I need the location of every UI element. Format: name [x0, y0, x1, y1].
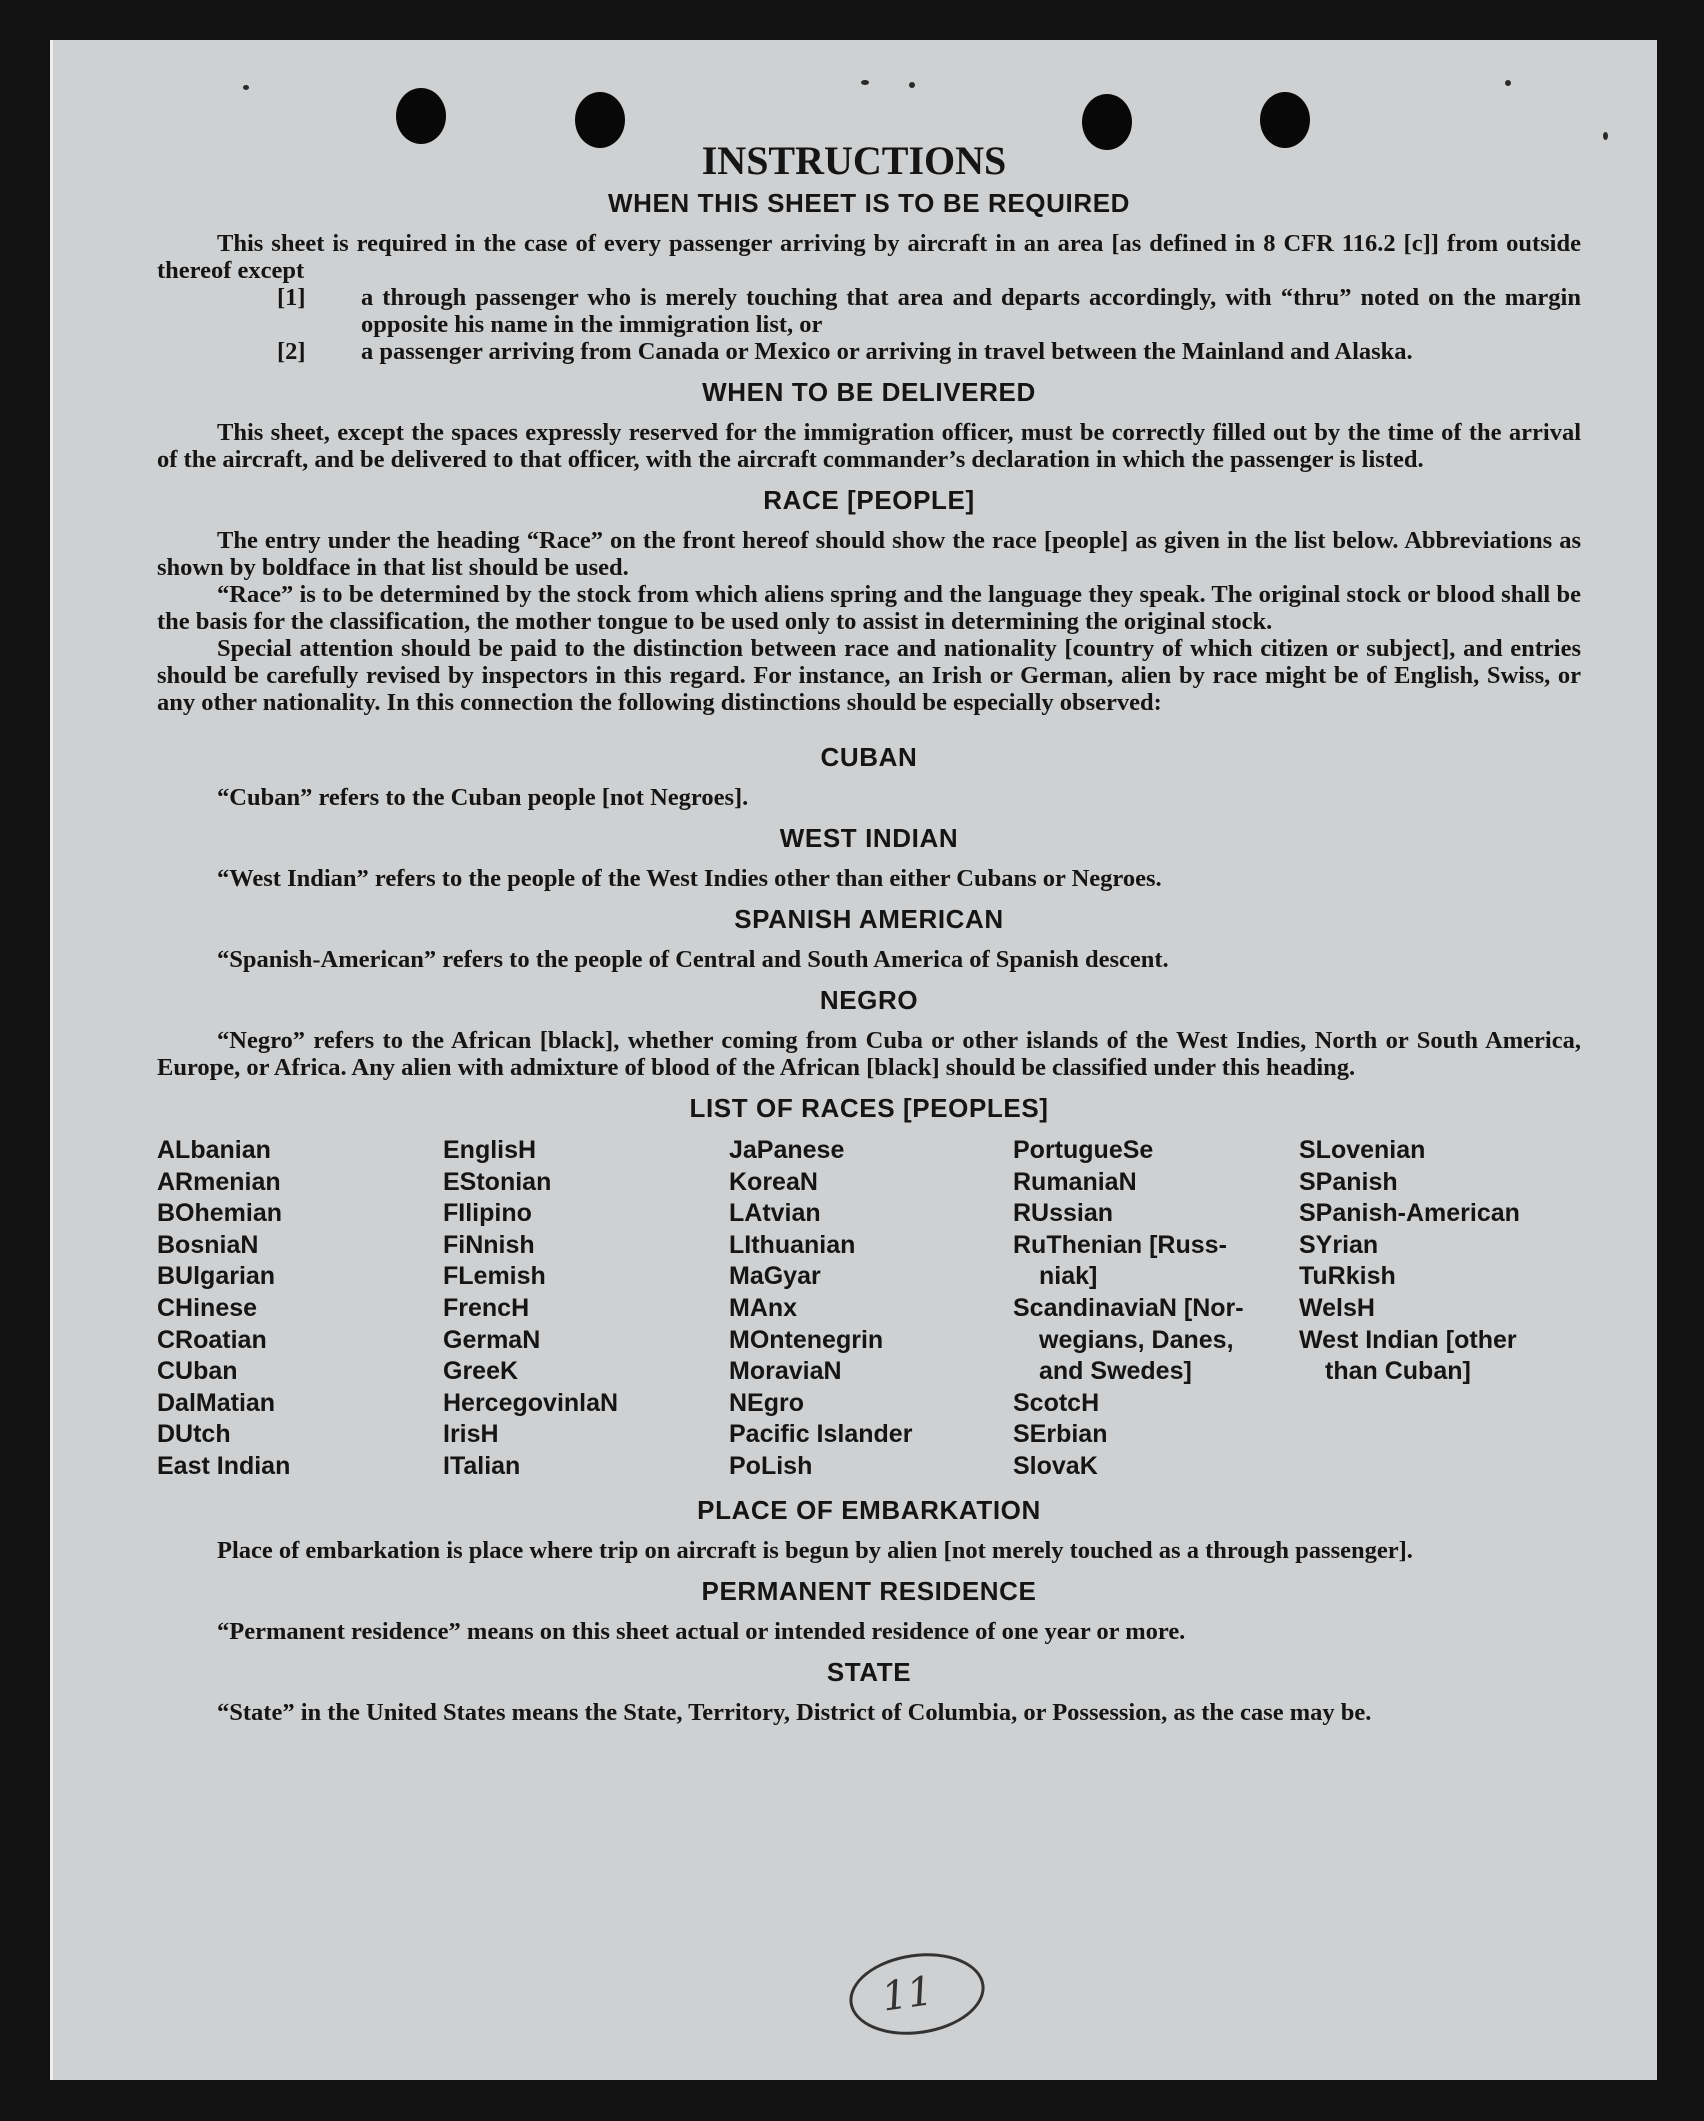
races-list: [157, 1135, 1581, 1483]
race-entry-continued: niak]: [1039, 1262, 1098, 1291]
race-entry: MOntenegrin: [729, 1325, 884, 1354]
speck: [1603, 132, 1608, 140]
exception-item-1: [157, 284, 1581, 338]
race-entry-continued: wegians, Danes,: [1039, 1325, 1234, 1354]
races-column: [157, 1135, 443, 1483]
residence-text: “Permanent residence” means on this sheet actual or intended residence of one year or more.: [217, 1617, 1186, 1645]
section-heading-cuban: CUBAN: [820, 742, 918, 772]
race-entry: WelsH: [1299, 1293, 1375, 1322]
section-heading-delivered: WHEN TO BE DELIVERED: [702, 377, 1036, 407]
race-paragraph-1: The entry under the heading “Race” on the front hereof should show the race [people] as given in the list below. Abbreviations as shown by boldface in that list should be used.: [157, 527, 1581, 581]
race-entry: ALbanian: [157, 1136, 271, 1164]
race-entry: FIlipino: [443, 1199, 532, 1228]
page-number-stamp: [844, 1945, 990, 2043]
section-heading-required: WHEN THIS SHEET IS TO BE REQUIRED: [607, 188, 1131, 218]
race-entry: MaGyar: [729, 1262, 821, 1291]
race-entry: DUtch: [157, 1420, 231, 1449]
race-entry: CRoatian: [157, 1325, 267, 1354]
race-entry: MoraviaN: [729, 1357, 842, 1386]
race-entry: LAtvian: [729, 1199, 821, 1228]
race-entry: SPanish-American: [1299, 1199, 1520, 1228]
section-heading-negro: NEGRO: [819, 985, 919, 1015]
race-entry: JaPanese: [729, 1136, 845, 1164]
race-entry: ITalian: [443, 1451, 521, 1480]
spanish-american-text: “Spanish-American” refers to the people of Central and South America of Spanish descent.: [217, 946, 1169, 973]
section-heading-residence: PERMANENT RESIDENCE: [701, 1575, 1037, 1606]
item-text: a passenger arriving from Canada or Mexico or arriving in travel between the Mainland and Alaska.: [361, 338, 1413, 365]
state-text: “State” in the United States means the State, Territory, District of Columbia, or Possession, as the case may be.: [217, 1698, 1372, 1726]
race-entry: SlovaK: [1013, 1451, 1098, 1480]
race-entry: FLemish: [443, 1262, 546, 1291]
section-heading-west-indian: WEST INDIAN: [779, 823, 959, 853]
race-entry: EStonian: [443, 1167, 552, 1196]
item-number: [1]: [277, 284, 306, 311]
race-entry: HercegovinlaN: [443, 1388, 619, 1417]
race-entry: ScandinaviaN [Nor-: [1013, 1293, 1244, 1322]
race-entry: SErbian: [1013, 1420, 1108, 1449]
page-title: INSTRUCTIONS: [701, 138, 1007, 183]
races-column: [1013, 1135, 1299, 1483]
section-heading-state: STATE: [826, 1656, 912, 1687]
section-heading-races-list: LIST OF RACES [PEOPLES]: [689, 1093, 1049, 1123]
race-paragraph-2: “Race” is to be determined by the stock from which aliens spring and the language they speak. The original stock or blood shall be the basis for the classification, the mother tongue to be used only to assist in determining the original stock.: [157, 581, 1581, 635]
race-entry: GreeK: [443, 1357, 519, 1386]
item-text: a through passenger who is merely touching that area and departs accordingly, with “thru” noted on the margin opposite his name in the immigration list, or: [361, 284, 1581, 338]
speck: [909, 82, 915, 88]
race-entry: Pacific Islander: [729, 1420, 913, 1449]
race-paragraph-3: Special attention should be paid to the distinction between race and nationality [country of which citizen or subject], and entries should be carefully revised by inspectors in this regard. For instance, an Irish or German, alien by race might be of English, Swiss, or any other nationality. In this connection the following distinctions should be especially observed:: [157, 635, 1581, 716]
cuban-text: “Cuban” refers to the Cuban people [not Negroes].: [217, 784, 749, 811]
race-entry: PortugueSe: [1013, 1136, 1154, 1164]
speck: [243, 85, 249, 90]
races-column: [1299, 1135, 1581, 1483]
race-entry: SYrian: [1299, 1230, 1379, 1259]
race-entry-continued: than Cuban]: [1325, 1357, 1471, 1386]
race-entry: FiNnish: [443, 1230, 535, 1259]
required-intro: This sheet is required in the case of every passenger arriving by aircraft in an area [as defined in 8 CFR 116.2 [c]] from outside thereof except: [157, 230, 1581, 284]
speck: [861, 80, 869, 85]
race-entry: TuRkish: [1299, 1262, 1396, 1291]
section-heading-embarkation: PLACE OF EMBARKATION: [697, 1494, 1041, 1525]
race-entry: SLovenian: [1299, 1136, 1426, 1164]
speck: [1505, 80, 1511, 86]
section-heading-race: RACE [PEOPLE]: [763, 485, 975, 515]
instructions-content: [157, 138, 1581, 1726]
race-entry: CUban: [157, 1357, 238, 1386]
punch-hole: [396, 88, 446, 144]
race-entry: FrencH: [443, 1293, 530, 1322]
race-entry: ARmenian: [157, 1167, 281, 1196]
document-sheet: [50, 40, 1657, 2080]
west-indian-text: “West Indian” refers to the people of the West Indies other than either Cubans or Negroes.: [217, 865, 1162, 892]
race-entry: EnglisH: [443, 1136, 537, 1164]
embarkation-text: Place of embarkation is place where trip on aircraft is begun by alien [not merely touched as a through passenger].: [217, 1536, 1413, 1564]
race-entry: SPanish: [1299, 1167, 1398, 1196]
negro-text: “Negro” refers to the African [black], whether coming from Cuba or other islands of the West Indies, North or South America, Europe, or Africa. Any alien with admixture of blood of the African [black] should be classified under this heading.: [157, 1027, 1581, 1081]
handwritten-mark: 11: [879, 1968, 936, 2021]
race-entry: NEgro: [729, 1388, 804, 1417]
race-entry: RumaniaN: [1013, 1167, 1137, 1196]
races-column: [443, 1135, 729, 1483]
race-entry: RuThenian [Russ-: [1013, 1230, 1227, 1259]
races-column: [729, 1135, 1013, 1483]
race-entry: LIthuanian: [729, 1230, 856, 1259]
race-entry: KoreaN: [729, 1167, 818, 1196]
race-entry: CHinese: [157, 1293, 258, 1322]
race-entry: PoLish: [729, 1451, 813, 1480]
race-entry: West Indian [other: [1299, 1325, 1517, 1354]
race-entry: BUlgarian: [157, 1262, 276, 1291]
race-entry: BosniaN: [157, 1230, 259, 1259]
race-entry: DalMatian: [157, 1388, 276, 1417]
race-entry: MAnx: [729, 1293, 798, 1322]
item-number: [2]: [277, 338, 306, 365]
exception-item-2: [157, 338, 1581, 365]
race-entry-continued: and Swedes]: [1039, 1357, 1192, 1386]
race-entry: BOhemian: [157, 1199, 283, 1228]
race-entry: RUssian: [1013, 1199, 1114, 1228]
delivered-text: This sheet, except the spaces expressly reserved for the immigration officer, must be correctly filled out by the time of the arrival of the aircraft, and be delivered to that officer, with the aircraft commander’s declaration in which the passenger is listed.: [157, 419, 1581, 473]
race-entry: East Indian: [157, 1451, 291, 1480]
section-heading-spanish-american: SPANISH AMERICAN: [734, 904, 1004, 934]
race-entry: ScotcH: [1013, 1388, 1100, 1417]
race-entry: IrisH: [443, 1420, 499, 1449]
race-entry: GermaN: [443, 1325, 541, 1354]
